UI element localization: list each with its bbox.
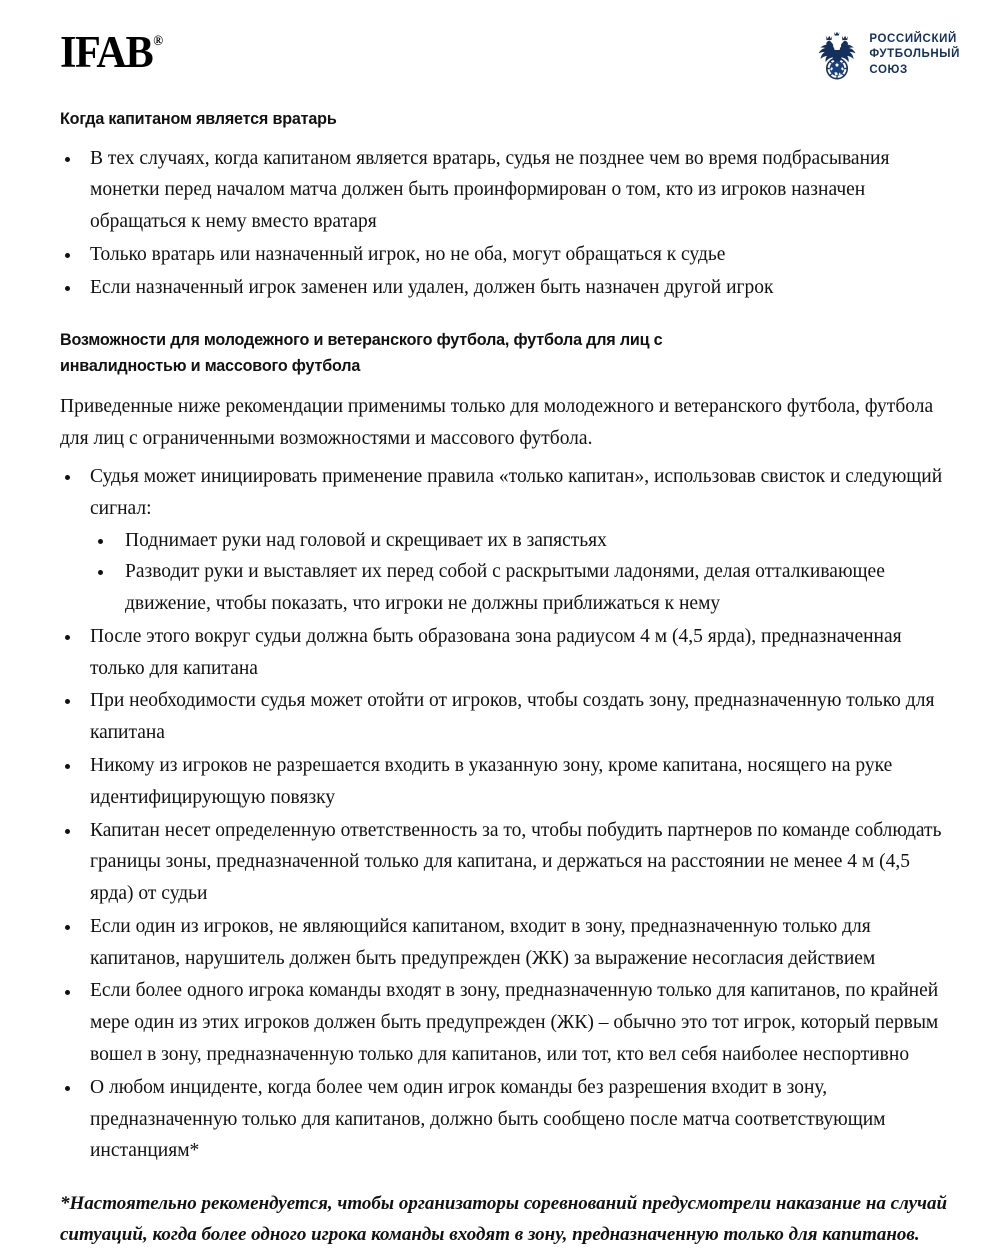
rfu-wordmark xyxy=(869,32,960,78)
list-item-text: Капитан несет определенную ответственность за то, чтобы побудить партнеров по команде соблюдать границы зоны, предназначенной только для капитана, и держаться на расстоянии не менее 4 м (4,5 ярда) от судьи xyxy=(90,819,942,905)
footnote-text: *Настоятельно рекомендуется, чтобы организаторы соревнований предусмотрели наказание на случай ситуаций, когда более одного игрока команды входят в зону, предназначенную только для капитанов. xyxy=(60,1193,948,1246)
list-item-text: Поднимает руки над головой и скрещивает их в запястьях xyxy=(125,529,607,551)
section-heading-youth-veteran-line-1: Возможности для молодежного и ветеранского футбола, футбола для лиц с xyxy=(60,330,663,350)
rfu-wordmark-line-2: ФУТБОЛЬНЫЙ xyxy=(869,48,960,61)
bullet-point-icon xyxy=(65,157,70,162)
section-heading-goalkeeper-captain: Когда капитаном является вратарь xyxy=(60,109,337,128)
list-item xyxy=(60,750,948,814)
bullet-point-icon xyxy=(65,475,70,480)
document-body xyxy=(60,106,948,1251)
list-item-text: Если более одного игрока команды входят в зону, предназначенную только для капитанов, по крайней мере один из этих игроков должен быть предупрежден (ЖК) – обычно это тот игрок, который первым вошел в зону, предназначенную только для капитанов, или тот, кто вел себя наиболее неспортивно xyxy=(90,980,939,1066)
youth-veteran-intro-paragraph: Приведенные ниже рекомендации применимы только для молодежного и ветеранского футбола, футбола для лиц с ограниченными возможностями и массового футбола. xyxy=(60,396,934,450)
rfu-wordmark-line-3: СОЮЗ xyxy=(869,63,908,76)
bullet-point-icon xyxy=(65,286,70,291)
bullet-point-icon xyxy=(65,1086,70,1091)
rfu-wordmark-line-1: РОССИЙСКИЙ xyxy=(869,33,957,46)
bullet-point-icon xyxy=(65,990,70,995)
bullet-point-icon xyxy=(65,925,70,930)
list-item-text: О любом инциденте, когда более чем один игрок команды без разрешения входит в зону, предназначенную только для капитанов, должно быть сообщено после матча соответствующим инстанциям* xyxy=(90,1076,886,1162)
list-item xyxy=(60,621,948,685)
referee-signal-sublist xyxy=(90,525,948,620)
goalkeeper-captain-bullet-list xyxy=(60,143,948,304)
ifab-logo-text: IFAB xyxy=(60,27,153,77)
list-item xyxy=(60,239,948,271)
bullet-point-icon xyxy=(98,539,103,544)
double-headed-eagle-emblem xyxy=(814,30,860,80)
list-item-text: В тех случаях, когда капитаном является вратарь, судья не позднее чем во время подбрасывания монетки перед началом матча должен быть проинформирован о том, кто из игроков назначен обращаться к нему вместо вратаря xyxy=(90,147,890,233)
registered-trademark-icon: ® xyxy=(153,34,164,49)
section-heading-youth-veteran-line-2: инвалидностью и массового футбола xyxy=(60,355,361,375)
list-item-text: После этого вокруг судьи должна быть образована зона радиусом 4 м (4,5 ярда), предназначенная только для капитана xyxy=(90,625,902,679)
list-item-text: Если один из игроков, не являющийся капитаном, входит в зону, предназначенную только для капитанов, нарушитель должен быть предупрежден (ЖК) за выражение несогласия действием xyxy=(90,915,876,969)
list-item-text: Судья может инициировать применение правила «только капитан», использовав свисток и следующий сигнал: xyxy=(90,465,943,519)
section-youth-veteran-heading-block xyxy=(60,327,948,378)
bullet-point-icon xyxy=(65,699,70,704)
list-item-text: Разводит руки и выставляет их перед собой с раскрытыми ладонями, делая отталкивающее движение, чтобы показать, что игроки не должны приближаться к нему xyxy=(125,561,885,615)
list-item xyxy=(90,556,948,620)
bullet-point-icon xyxy=(65,764,70,769)
youth-veteran-bullet-list xyxy=(60,461,948,1167)
ifab-logo xyxy=(60,27,164,77)
list-item xyxy=(60,911,948,975)
list-item xyxy=(60,975,948,1070)
bullet-point-icon xyxy=(65,829,70,834)
list-item xyxy=(60,685,948,749)
bullet-point-icon xyxy=(98,570,103,575)
bullet-point-icon xyxy=(65,253,70,258)
list-item xyxy=(60,461,948,620)
rfu-logo xyxy=(814,30,960,80)
list-item-text: Если назначенный игрок заменен или удален, должен быть назначен другой игрок xyxy=(90,276,774,298)
list-item xyxy=(60,1072,948,1167)
list-item xyxy=(60,143,948,238)
list-item-text: При необходимости судья может отойти от игроков, чтобы создать зону, предназначенную только для капитана xyxy=(90,690,935,744)
list-item xyxy=(60,815,948,910)
list-item xyxy=(90,525,948,557)
bullet-point-icon xyxy=(65,635,70,640)
list-item-text: Никому из игроков не разрешается входить в указанную зону, кроме капитана, носящего на руке идентифицирующую повязку xyxy=(90,755,893,808)
section-goalkeeper-captain-heading-block xyxy=(60,106,948,132)
list-item xyxy=(60,272,948,304)
document-header xyxy=(0,0,1004,105)
list-item-text: Только вратарь или назначенный игрок, но не оба, могут обращаться к судье xyxy=(90,243,726,265)
